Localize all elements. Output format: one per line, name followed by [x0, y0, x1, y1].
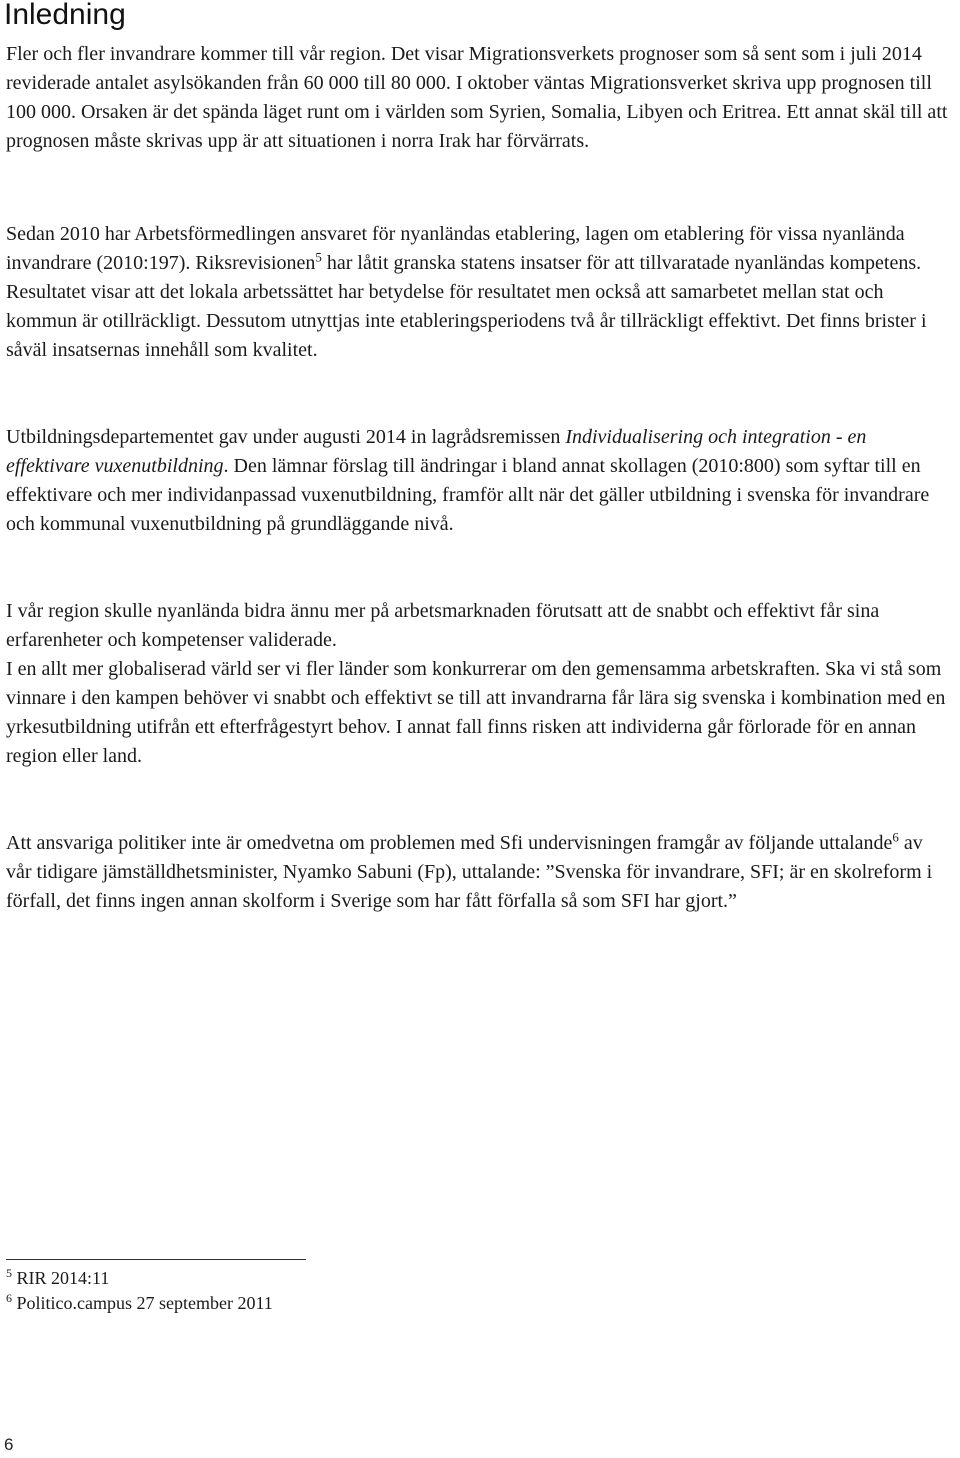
paragraph-text: har låtit granska statens insatser för att tillvaratade nyanländas kompetens. Resultatet visar att det lokala arbetssättet har betydelse för resultatet men också att samarbetet mellan stat och kommun är otillräckligt. Dessutom utnyttjas inte etableringsperiodens två år tillräckligt effektivt. Det finns brister i såväl insatsernas innehåll som kvalitet. — [6, 252, 927, 361]
paragraph-text: av vår tidigare jämställdhetsminister, Nyamko Sabuni (Fp), uttalande: ”Svenska för invandrare, SFI; är en skolreform i förfall, det finns ingen annan skolform i Sverige som har fått förfalla så som SFI har gjort.” — [6, 832, 933, 912]
paragraph-labour-market — [6, 597, 952, 771]
paragraph-text: Att ansvariga politiker inte är omedvetna om problemen med Sfi undervisningen framgår av följande uttalande — [6, 832, 893, 854]
footnote-text: Politico.campus 27 september 2011 — [12, 1293, 273, 1313]
footnote-item — [6, 1266, 273, 1291]
paragraph-text: I vår region skulle nyanlända bidra ännu mer på arbetsmarknaden förutsatt att de snabbt och effektivt får sina erfarenheter och kompetenser validerade. — [6, 600, 880, 651]
footnote-text: RIR 2014:11 — [12, 1268, 110, 1288]
page-number: 6 — [4, 1435, 14, 1454]
footnote-divider — [6, 1259, 306, 1260]
paragraph-text: Utbildningsdepartementet gav under augusti 2014 in lagrådsremissen — [6, 426, 566, 448]
paragraph-text: I en allt mer globaliserad värld ser vi fler länder som konkurrerar om den gemensamma arbetskraften. Ska vi stå som vinnare i den kampen behöver vi snabbt och effektivt se till att invandrarna får lära sig svenska i kombination med en yrkesutbildning utifrån ett efterfrågestyrt behov. I annat fall finns risken att individerna går förlorade för en annan region eller land. — [6, 658, 946, 767]
paragraph-text: Fler och fler invandrare kommer till vår region. Det visar Migrationsverkets prognoser som så sent som i juli 2014 reviderade antalet asylsökanden från 60 000 till 80 000. I oktober väntas Migrationsverket skriva upp prognosen till 100 000. Orsaken är det spända läget runt om i världen som Syrien, Somalia, Libyen och Eritrea. Ett annat skäl till att prognosen måste skrivas upp är att situationen i norra Irak har förvärrats. — [6, 43, 948, 152]
paragraph-migration-forecast — [6, 40, 952, 156]
footnote-number: 6 — [6, 1291, 12, 1305]
paragraph-sfi-quote — [6, 829, 952, 916]
footnote-reference[interactable]: 5 — [315, 249, 322, 265]
paragraph-establishment — [6, 220, 952, 365]
footnotes — [6, 1266, 273, 1316]
paragraph-text: Sedan 2010 har Arbetsförmedlingen ansvaret för nyanländas etablering, lagen om etablering för vissa nyanlända invandrare (2010:197). Riksrevisionen — [6, 223, 905, 274]
paragraph-text: . Den lämnar förslag till ändringar i bland annat skollagen (2010:800) som syftar till en effektivare och mer individanpassad vuxenutbildning, framför allt när det gäller utbildning i svenska för invandrare och kommunal vuxenutbildning på grundläggande nivå. — [6, 455, 930, 535]
page-heading: Inledning — [4, 0, 126, 31]
footnote-item — [6, 1291, 273, 1316]
paragraph-education-department — [6, 423, 952, 539]
footnote-reference[interactable]: 6 — [892, 829, 899, 845]
footnote-number: 5 — [6, 1266, 12, 1280]
publication-title: Individualisering och integration - en effektivare vuxenutbildning — [6, 426, 867, 477]
